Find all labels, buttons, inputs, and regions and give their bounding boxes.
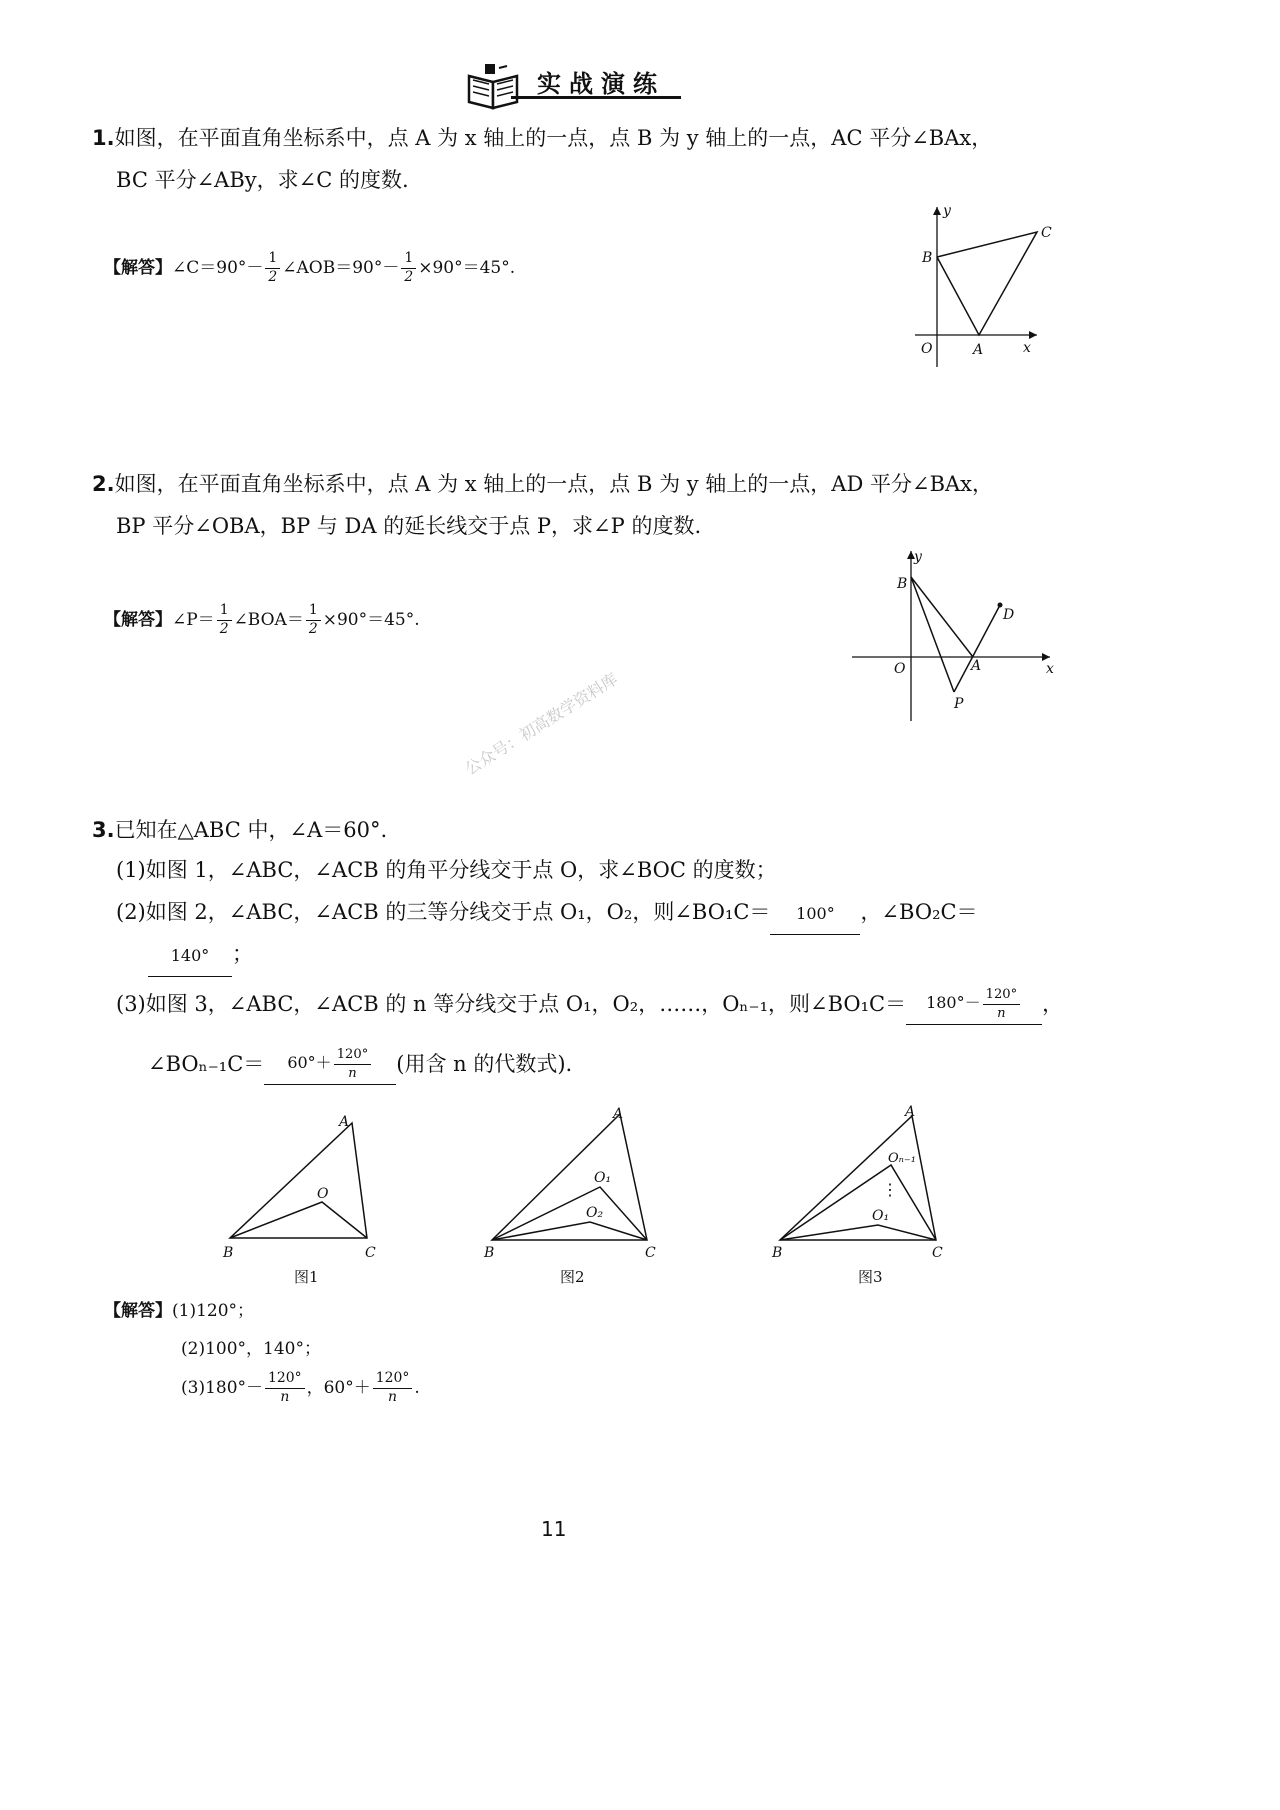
fraction: $\frac{1}{2}$	[306, 604, 321, 637]
q3-part2: (2)如图 2，∠ABC，∠ACB 的三等分线交于点 O₁，O₂，则∠BO₁C＝ 100° ，∠BO₂C＝	[116, 892, 978, 935]
answer-label: 【解答】	[104, 257, 172, 278]
answer-label: 【解答】	[104, 609, 172, 630]
q1-label-b: B	[922, 250, 933, 266]
q3-part3-cont: ∠BOₙ₋₁C＝ 60°＋ $\frac{120^\circ}{n}$ (用含 n 的代数式).	[148, 1044, 572, 1085]
fraction: $\frac{120^\circ}{n}$	[265, 1372, 305, 1405]
fig1-label-b: B	[223, 1245, 234, 1261]
q2-number: 2.	[92, 472, 115, 496]
section-header	[465, 62, 685, 110]
fig3-label-on1: Oₙ₋₁	[888, 1151, 916, 1166]
fig3-label-o1: O₁	[872, 1208, 890, 1224]
q2-label-y: y	[914, 549, 922, 565]
fill-blank: 140°	[148, 936, 232, 977]
figure-caption-3: 图3	[858, 1268, 883, 1286]
q1-label-c: C	[1041, 225, 1052, 241]
section-title: 实战演练	[537, 70, 665, 98]
q2-answer: 【解答】∠P＝ $\frac{1}{2}$ ∠BOA＝ $\frac{1}{2}$ ×90°＝45°.	[104, 602, 420, 637]
watermark: 公众号：初高数学资料库	[461, 669, 621, 779]
q3-text-line1: 已知在△ABC 中，∠A＝60°.	[114, 818, 388, 842]
q1-text-line2: BC 平分∠ABy，求∠C 的度数.	[116, 168, 409, 192]
fig3-label-dots: ⋮	[882, 1180, 898, 1199]
fraction: $\frac{1}{2}$	[217, 604, 232, 637]
q3-line1	[92, 810, 387, 850]
fig2-label-o2: O₂	[586, 1205, 604, 1221]
q3-figure-2	[480, 1100, 670, 1262]
q2-label-x: x	[1046, 661, 1054, 677]
page-number: 11	[541, 1517, 567, 1541]
q2-text-line2: BP 平分∠OBA，BP 与 DA 的延长线交于点 P，求∠P 的度数.	[116, 514, 702, 538]
q3-figure-3	[768, 1100, 948, 1262]
q2-label-p: P	[954, 696, 964, 712]
q2-figure	[850, 545, 1060, 725]
q3-answer-2: (2)100°，140°；	[181, 1339, 321, 1359]
fill-blank: 100°	[770, 894, 860, 935]
book-icon	[465, 62, 523, 110]
fig3-label-a: A	[905, 1104, 916, 1120]
answer-label: 【解答】	[104, 1301, 172, 1321]
q2-label-d: D	[1003, 607, 1015, 623]
q3-part3: (3)如图 3，∠ABC，∠ACB 的 n 等分线交于点 O₁，O₂，……，Oₙ₋₁，则∠BO₁C＝ 180°－ $\frac{120^\circ}{n}$ ，	[116, 984, 1063, 1025]
q1-label-o: O	[921, 341, 933, 357]
q2-label-o: O	[894, 661, 906, 677]
q3-answer-3: (3)180°－ $\frac{120^\circ}{n}$ ，60°＋ $\frac{120^\circ}{n}$ .	[181, 1370, 420, 1405]
q2-label-b: B	[897, 576, 908, 592]
q3-part2-cont: 140° ；	[148, 934, 253, 977]
q1-answer: 【解答】∠C＝90°－ $\frac{1}{2}$ ∠AOB＝90°－ $\frac{1}{2}$ ×90°＝45°.	[104, 250, 516, 285]
q3-figure-1	[215, 1108, 395, 1263]
fig2-label-c: C	[645, 1245, 656, 1261]
fig3-label-b: B	[772, 1245, 783, 1261]
fig2-label-a: A	[613, 1106, 624, 1122]
q1-label-y: y	[943, 203, 951, 219]
fill-blank: 60°＋ $\frac{120^\circ}{n}$	[264, 1046, 396, 1084]
q1-label-x: x	[1023, 340, 1031, 356]
q1-label-a: A	[973, 342, 984, 358]
q1-line1	[92, 118, 992, 158]
figure-caption-1: 图1	[294, 1268, 319, 1286]
fig1-label-o: O	[317, 1186, 329, 1202]
fraction: $\frac{120^\circ}{n}$	[373, 1372, 413, 1405]
q3-number: 3.	[92, 818, 115, 842]
fig2-label-o1: O₁	[594, 1170, 612, 1186]
fill-blank: 180°－ $\frac{120^\circ}{n}$	[906, 986, 1042, 1024]
figure-caption-2: 图2	[560, 1268, 585, 1286]
fig2-label-b: B	[484, 1245, 495, 1261]
q2-label-a: A	[971, 658, 982, 674]
q3-part1: (1)如图 1，∠ABC，∠ACB 的角平分线交于点 O，求∠BOC 的度数；	[116, 858, 777, 882]
q2-text-line1: 如图，在平面直角坐标系中，点 A 为 x 轴上的一点，点 B 为 y 轴上的一点，AD 平分∠BAx，	[114, 472, 994, 496]
q2-line1	[92, 464, 993, 504]
q3-answer-1: 【解答】(1)120°；	[104, 1301, 255, 1321]
fig3-label-c: C	[932, 1245, 943, 1261]
q1-number: 1.	[92, 126, 115, 150]
fig1-label-a: A	[339, 1114, 350, 1130]
q1-figure	[905, 195, 1055, 370]
fraction: $\frac{1}{2}$	[265, 252, 280, 285]
fig1-label-c: C	[365, 1245, 376, 1261]
q1-text-line1: 如图，在平面直角坐标系中，点 A 为 x 轴上的一点，点 B 为 y 轴上的一点，AC 平分∠BAx，	[114, 126, 993, 150]
fraction: $\frac{1}{2}$	[401, 252, 416, 285]
